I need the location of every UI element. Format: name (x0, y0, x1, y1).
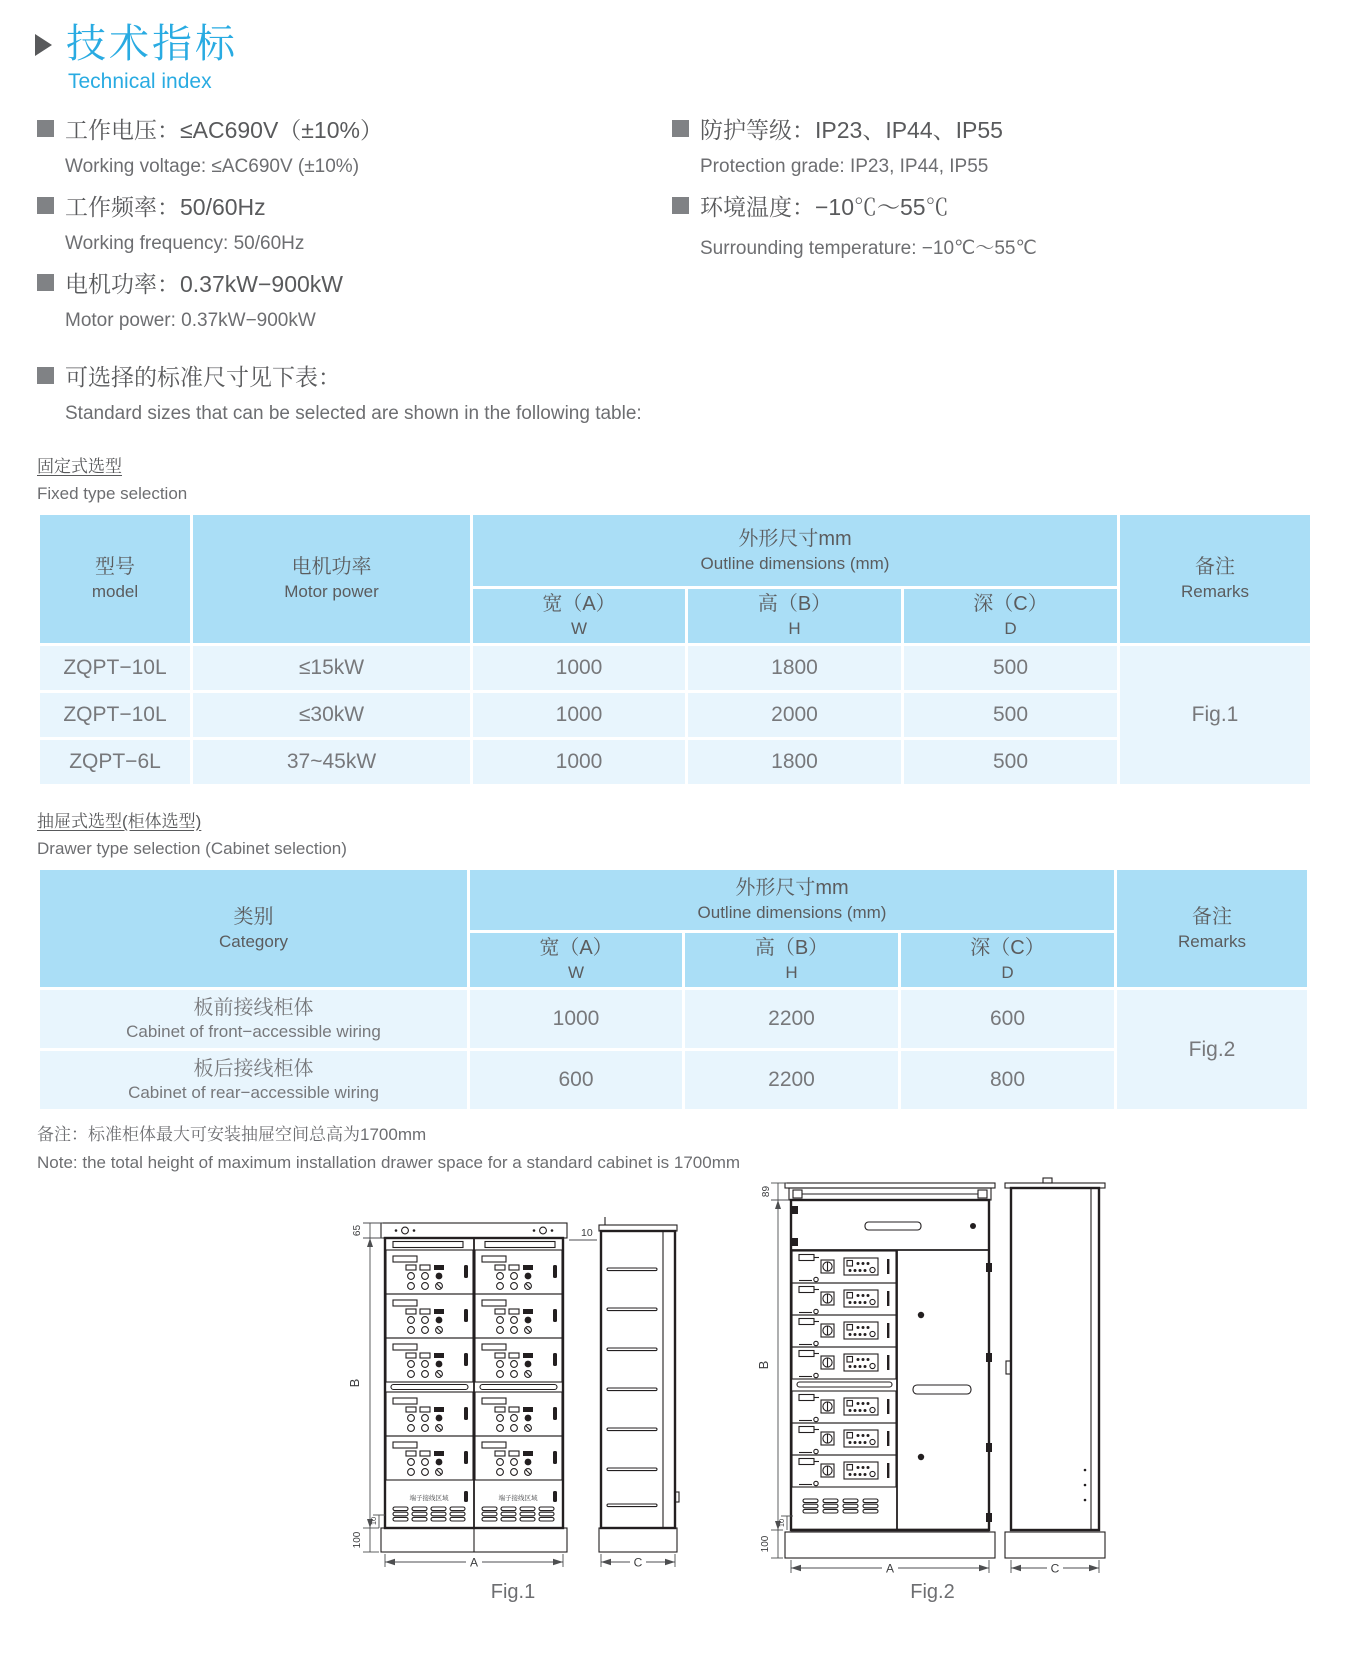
cell-remark: Fig.2 (1117, 990, 1307, 1109)
page-title: 技术指标 (66, 22, 238, 66)
spec-cn-text: 工作电压：≤AC690V（±10%） (65, 117, 383, 143)
cell-depth: 800 (901, 1051, 1114, 1109)
spec-list (37, 112, 1307, 436)
fig2-dim-height: B (756, 1360, 771, 1370)
spec-cn-text: 工作频率：50/60Hz (65, 194, 266, 220)
spec-en-text: Protection grade: IP23, IP44, IP55 (700, 156, 989, 177)
note-en: Note: the total height of maximum installation drawer space for a standard cabinet is 1700mm (37, 1153, 741, 1172)
figure-2 (745, 1175, 1120, 1604)
col-header-depth: 深（C） D (901, 933, 1114, 987)
col-header-motor-power: 电机功率 Motor power (193, 515, 470, 643)
cell-model: ZQPT−10L (40, 693, 190, 737)
fig2-side-view (1005, 1178, 1105, 1558)
cell-power: ≤30kW (193, 693, 470, 737)
fig1-drawing (333, 1209, 693, 1577)
cell-height: 2000 (688, 693, 901, 737)
drawer-label-en: Drawer type selection (Cabinet selection) (37, 839, 347, 858)
spec-working-frequency (37, 189, 672, 255)
cell-model: ZQPT−10L (40, 646, 190, 690)
fig2-dim-width: A (885, 1561, 895, 1576)
cell-category: 板后接线柜体 Cabinet of rear−accessible wiring (40, 1051, 467, 1109)
fig1-dim-depth: C (633, 1555, 643, 1570)
col-header-height: 高（B） H (688, 589, 901, 643)
bullet-square-icon (672, 120, 689, 137)
spec-cn-text: 电机功率：0.37kW−900kW (65, 271, 343, 297)
fig1-dim-base: 100 (352, 1531, 363, 1549)
fig2-drawing (745, 1175, 1120, 1577)
spec-standard-sizes (37, 359, 672, 425)
note-cn: 备注：标准柜体最大可安装抽屉空间总高为1700mm (37, 1125, 427, 1144)
cell-depth: 500 (904, 646, 1117, 690)
bullet-square-icon (37, 197, 54, 214)
col-header-outline-dimensions: 外形尺寸mm Outline dimensions (mm) (473, 515, 1117, 586)
fixed-section-label (37, 452, 1307, 504)
drawer-type-table (37, 867, 1310, 1112)
cell-height: 1800 (688, 740, 901, 784)
cell-depth: 600 (901, 990, 1114, 1048)
col-header-category: 类别 Category (40, 870, 467, 987)
col-header-width: 宽（A） W (473, 589, 685, 643)
fig1-terminal-label: 端子接线区域 (409, 1495, 449, 1502)
fixed-label-en: Fixed type selection (37, 484, 188, 503)
cell-width: 1000 (470, 990, 682, 1048)
spec-cn-text: 可选择的标准尺寸见下表： (65, 364, 341, 390)
cell-height: 1800 (688, 646, 901, 690)
cell-power: 37~45kW (193, 740, 470, 784)
col-header-remarks: 备注 Remarks (1120, 515, 1310, 643)
page-subtitle: Technical index (68, 70, 212, 93)
bullet-square-icon (37, 120, 54, 137)
cell-height: 2200 (685, 1051, 898, 1109)
table-header-row (40, 870, 1307, 930)
cell-remark: Fig.1 (1120, 646, 1310, 784)
figure-1 (333, 1209, 693, 1604)
table-row (40, 646, 1310, 690)
spec-col-right (672, 112, 1307, 436)
cell-depth: 500 (904, 740, 1117, 784)
spec-protection-grade (672, 112, 1307, 178)
bullet-square-icon (37, 274, 54, 291)
fig1-front-view (381, 1223, 567, 1552)
cell-height: 2200 (685, 990, 898, 1048)
fig2-dim-vent: 10 (777, 1518, 786, 1528)
fig2-dim-depth: C (1050, 1561, 1060, 1576)
fig1-dim-top: 65 (352, 1224, 363, 1237)
fig2-front-view (785, 1183, 995, 1558)
bullet-square-icon (37, 367, 54, 384)
col-header-height: 高（B） H (685, 933, 898, 987)
drawer-section-label (37, 807, 1307, 859)
figures-row (333, 1175, 1307, 1604)
col-header-outline-dimensions: 外形尺寸mm Outline dimensions (mm) (470, 870, 1114, 930)
cell-width: 1000 (473, 693, 685, 737)
fig1-dim-height: B (347, 1378, 362, 1388)
section-arrow-icon (35, 34, 52, 56)
col-header-depth: 深（C） D (904, 589, 1117, 643)
fig1-dim-gap: 10 (581, 1227, 593, 1239)
cell-category: 板前接线柜体 Cabinet of front−accessible wiring (40, 990, 467, 1048)
spec-en-text: Motor power: 0.37kW−900kW (65, 310, 316, 331)
col-header-width: 宽（A） W (470, 933, 682, 987)
cell-width: 600 (470, 1051, 682, 1109)
spec-en-text: Working frequency: 50/60Hz (65, 233, 305, 254)
fig2-caption: Fig.2 (910, 1581, 955, 1603)
fig1-terminal-label: 端子接线区域 (498, 1495, 538, 1502)
spec-surrounding-temperature (672, 189, 1307, 260)
spec-cn-text: 防护等级：IP23、IP44、IP55 (700, 117, 1003, 143)
col-header-remarks: 备注 Remarks (1117, 870, 1307, 987)
col-header-model: 型号 model (40, 515, 190, 643)
fig1-dim-width: A (469, 1555, 479, 1570)
fig1-dim-vent: 10 (369, 1516, 378, 1526)
spec-en-text: Surrounding temperature: −10℃～55℃ (700, 238, 1037, 259)
table-row (40, 990, 1307, 1048)
page-title-row (35, 22, 1307, 66)
spec-en-text: Standard sizes that can be selected are shown in the following table: (65, 403, 642, 424)
fixed-type-table (37, 512, 1313, 787)
bullet-square-icon (672, 197, 689, 214)
cell-width: 1000 (473, 740, 685, 784)
spec-working-voltage (37, 112, 672, 178)
spec-en-text: Working voltage: ≤AC690V (±10%) (65, 156, 360, 177)
spec-cn-text: 环境温度：−10℃～55℃ (700, 194, 949, 220)
cell-depth: 500 (904, 693, 1117, 737)
table-note (37, 1120, 1307, 1173)
table-header-row (40, 515, 1310, 586)
cell-model: ZQPT−6L (40, 740, 190, 784)
drawer-label-cn: 抽屉式选型(柜体选型) (37, 812, 202, 831)
fixed-label-cn: 固定式选型 (37, 457, 122, 476)
cell-width: 1000 (473, 646, 685, 690)
spec-motor-power (37, 266, 672, 332)
fig1-caption: Fig.1 (490, 1581, 536, 1603)
spec-col-left (37, 112, 672, 436)
fig2-dim-base: 100 (760, 1535, 771, 1553)
cell-power: ≤15kW (193, 646, 470, 690)
fig2-dim-top: 89 (761, 1185, 772, 1198)
fig1-side-view (599, 1217, 679, 1552)
